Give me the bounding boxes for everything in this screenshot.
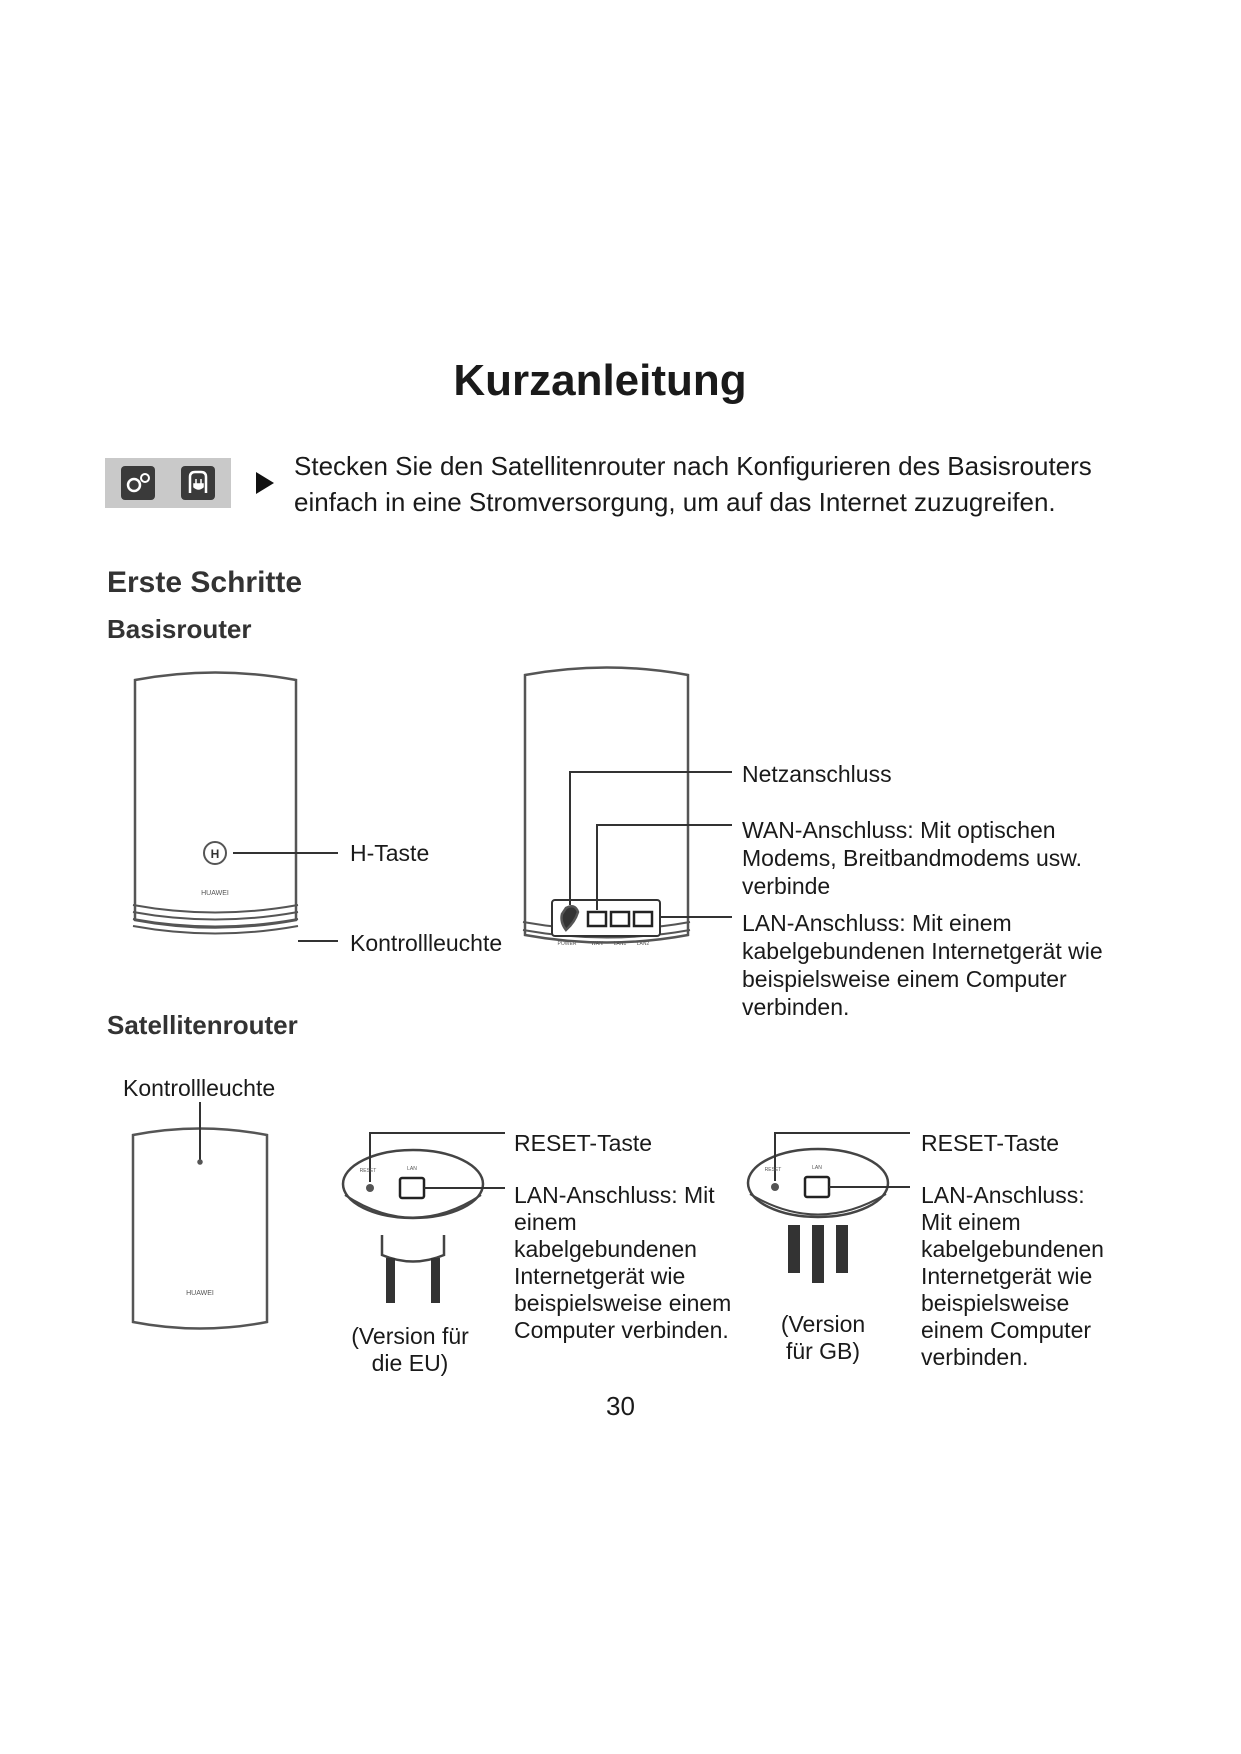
label-h-button: H-Taste	[350, 840, 430, 866]
base-front-brand: HUAWEI	[201, 890, 229, 897]
label-lan-port: LAN-Anschluss: Mit einem kabelgebundenen Internetgerät wie beispielsweise einem Computer verbinden.	[742, 910, 1103, 1020]
label-gb-reset-taste: RESET-Taste	[921, 1130, 1060, 1156]
satellite-brand: HUAWEI	[186, 1290, 214, 1297]
label-indicator-satellite: Kontrollleuchte	[123, 1075, 276, 1101]
label-indicator-base: Kontrollleuchte	[350, 930, 503, 956]
section-heading: Erste Schritte	[107, 566, 303, 599]
eu-plug-illustration	[343, 1133, 505, 1303]
label-power-port: Netzanschluss	[742, 761, 892, 787]
port-label-lan1: LAN1	[613, 941, 627, 947]
gb-reset-small-label: RESET	[764, 1167, 782, 1173]
page-title: Kurzanleitung	[453, 356, 747, 405]
gb-lan-small-label: LAN	[812, 1165, 822, 1171]
eu-lan-small-label: LAN	[407, 1166, 417, 1172]
port-label-power: POWER	[557, 941, 577, 947]
intro-text: Stecken Sie den Satellitenrouter nach Konfigurieren des Basisrouters einfach in eine Stromversorgung, um auf das Internet zuzugreifen.	[294, 451, 1092, 517]
base-router-front-illustration	[133, 673, 338, 942]
base-router-back-illustration	[523, 668, 732, 943]
label-eu-version: (Version für die EU)	[351, 1323, 469, 1376]
satellitenrouter-heading: Satellitenrouter	[107, 1010, 298, 1040]
label-wan-port: WAN-Anschluss: Mit optischen Modems, Breitbandmodems usw. verbinde	[742, 817, 1083, 899]
port-label-wan: WAN	[591, 941, 603, 947]
label-eu-reset: RESET-Taste	[514, 1130, 653, 1156]
port-label-lan2: LAN2	[636, 941, 650, 947]
gb-plug-illustration	[748, 1133, 910, 1283]
eu-reset-small-label: RESET	[359, 1168, 377, 1174]
basisrouter-heading: Basisrouter	[107, 614, 252, 644]
h-button-icon: H	[210, 847, 220, 861]
label-gb-version: (Version für GB)	[780, 1311, 866, 1364]
label-eu-lan: LAN-Anschluss: Mit einem kabelgebundenen Internetgerät wie beispielsweise einem Computer verbinden.	[514, 1182, 732, 1343]
label-gb-lan: LAN-Anschluss: Mit einem kabelgebundenen Internetgerät wie beispielsweise einem Computer verbinden.	[921, 1182, 1104, 1370]
page-number: 30	[606, 1391, 635, 1421]
